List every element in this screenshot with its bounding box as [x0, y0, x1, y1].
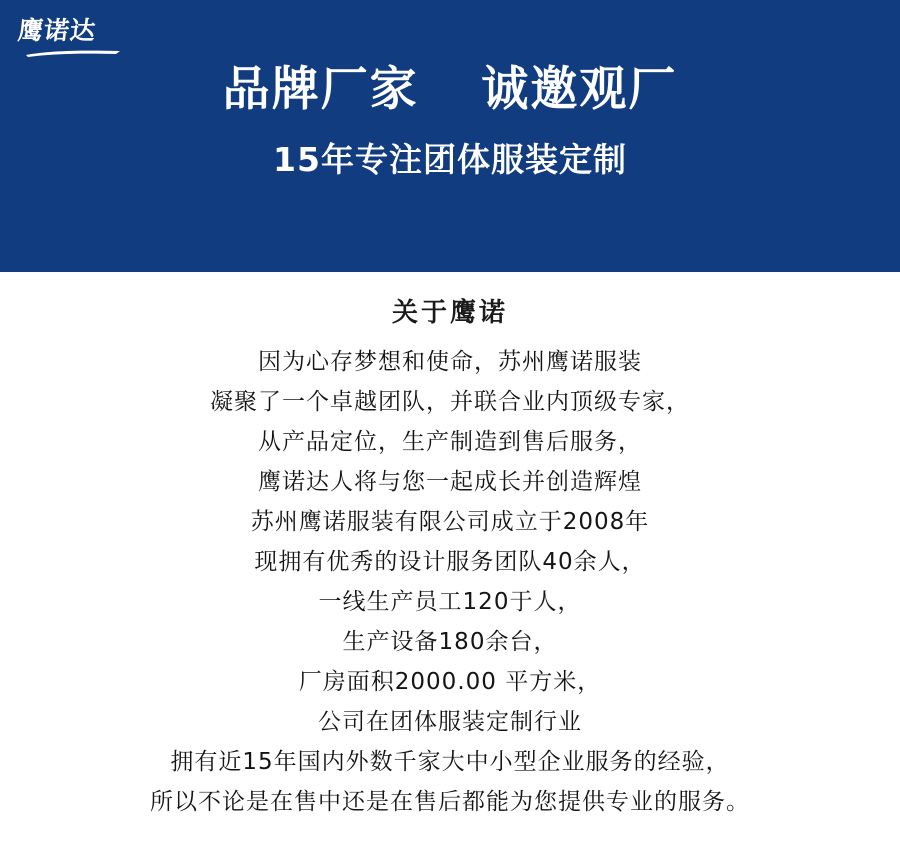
about-line: 鹰诺达人将与您一起成长并创造辉煌 [258, 469, 642, 495]
banner-title-part2: 诚邀观厂 [481, 62, 678, 117]
banner-subtitle: 15年专注团体服装定制 [273, 140, 627, 179]
about-line: 苏州鹰诺服装有限公司成立于2008年 [250, 509, 650, 535]
about-line: 公司在团体服装定制行业 [318, 709, 582, 735]
about-line: 现拥有优秀的设计服务团队40余人， [254, 549, 646, 575]
about-line: 拥有近15年国内外数千家大中小型企业服务的经验， [170, 749, 730, 775]
about-line: 生产设备180余台， [342, 629, 558, 655]
banner-title-part1: 品牌厂家 [222, 62, 419, 117]
about-body [0, 342, 900, 822]
hero-banner [0, 0, 900, 272]
about-line: 厂房面积2000.00 平方米， [298, 669, 602, 695]
about-line: 一线生产员工120于人， [318, 589, 582, 615]
about-heading: 关于鹰诺 [391, 298, 508, 328]
banner-content [0, 0, 900, 272]
about-line: 凝聚了一个卓越团队，并联合业内顶级专家， [210, 389, 690, 415]
brand-logo-text: 鹰诺达 [16, 16, 98, 45]
about-section [0, 272, 900, 822]
banner-title [223, 62, 678, 118]
about-line: 所以不论是在售中还是在售后都能为您提供专业的服务。 [150, 789, 750, 815]
about-line: 因为心存梦想和使命，苏州鹰诺服装 [258, 349, 642, 375]
about-line: 从产品定位，生产制造到售后服务， [258, 429, 642, 455]
